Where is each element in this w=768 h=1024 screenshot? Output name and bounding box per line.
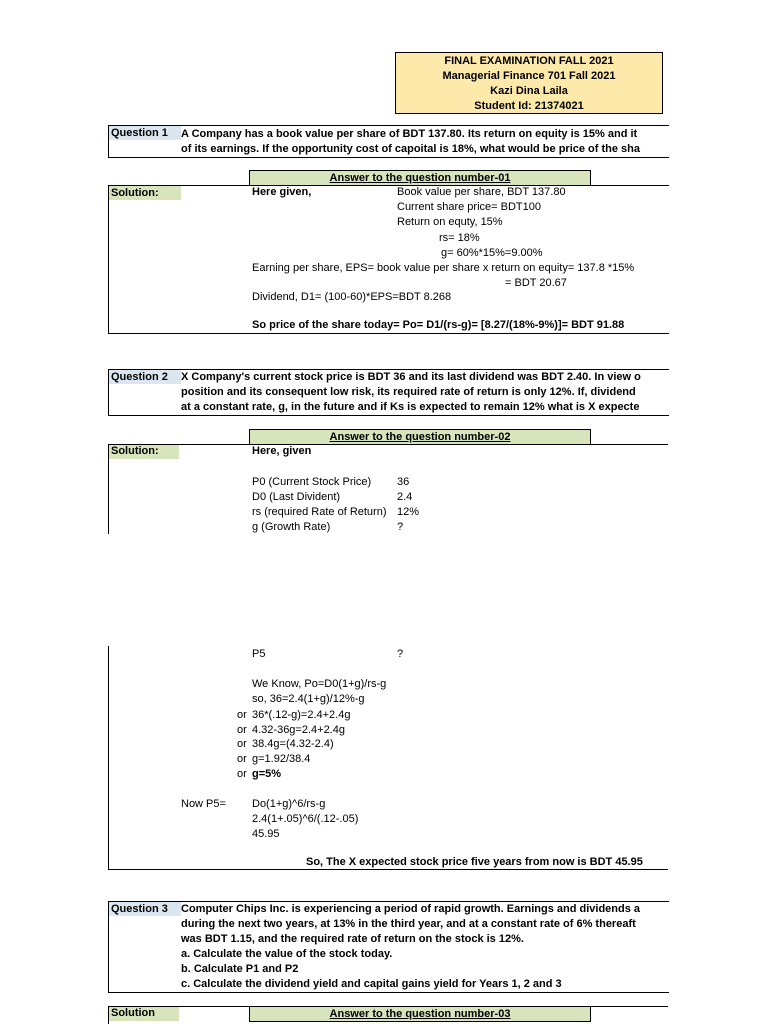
question-3-label: Question 3 (109, 902, 181, 916)
growth-result: g=5% (252, 768, 282, 780)
question-2-label: Question 2 (109, 370, 181, 384)
question-3-line: a. Calculate the value of the stock today. (181, 948, 393, 960)
given-rs: rs= 18% (439, 232, 480, 244)
work-line: 36*(.12-g)=2.4+2.4g (252, 709, 351, 721)
question-3-line: was BDT 1.15, and the required rate of return on the stock is 12%. (181, 933, 524, 945)
here-given-label: Here given, (252, 186, 312, 198)
question-2-line: at a constant rate, g, in the future and if Ks is expected to remain 12% what is X expecte (181, 401, 640, 413)
here-given-label-2: Here, given (252, 445, 312, 457)
question-1-label: Question 1 (109, 126, 181, 140)
course-title: Managerial Finance 701 Fall 2021 (442, 70, 616, 82)
work-line: 4.32-36g=2.4+2.4g (252, 724, 345, 736)
or-label: or (237, 709, 247, 721)
q2-result: So, The X expected stock price five years from now is BDT 45.95 (306, 856, 643, 868)
question-1-text (181, 127, 640, 157)
given-roe: Return on equty, 15% (397, 216, 503, 228)
solution-1-label: Solution: (109, 186, 181, 200)
work-line: so, 36=2.4(1+g)/12%-g (252, 693, 365, 705)
answer-2-header: Answer to the question number-02 (249, 429, 591, 445)
answer-3-header: Answer to the question number-03 (249, 1006, 591, 1022)
question-3-line: c. Calculate the dividend yield and capital gains yield for Years 1, 2 and 3 (181, 978, 562, 990)
question-1-box (108, 125, 669, 158)
or-label: or (237, 724, 247, 736)
solution-2-label: Solution: (111, 445, 159, 457)
question-2-line: position and its consequent low risk, its required rate of return is only 12%. If, dividend (181, 386, 636, 398)
solution-3-label: Solution (111, 1007, 155, 1019)
or-label: or (237, 753, 247, 765)
question-3-line: during the next two years, at 13% in the third year, and at a constant rate of 6% thereaft (181, 918, 636, 930)
dividend-formula: Dividend, D1= (100-60)*EPS=BDT 8.268 (252, 291, 452, 303)
question-2-box (108, 369, 669, 416)
given-g: g= 60%*15%=9.00% (441, 247, 543, 259)
exam-title: FINAL EXAMINATION FALL 2021 (444, 55, 614, 67)
question-3-line: Computer Chips Inc. is experiencing a period of rapid growth. Earnings and dividends a (181, 903, 641, 915)
solution-2-left-line-cont (108, 646, 109, 869)
given-d0-key: D0 (Last Divident) (252, 491, 341, 503)
p5-value: ? (397, 648, 404, 660)
question-3-box (108, 901, 669, 993)
p5-label: P5 (252, 648, 266, 660)
given-d0-value: 2.4 (397, 491, 413, 503)
question-3-text (181, 902, 640, 992)
or-label: or (237, 738, 247, 750)
answer-1-header: Answer to the question number-01 (249, 170, 591, 186)
given-p0-key: P0 (Current Stock Price) (252, 476, 372, 488)
solution-1-box (108, 185, 669, 334)
given-rs-key: rs (required Rate of Return) (252, 506, 387, 518)
given-g-value: ? (397, 521, 404, 533)
work-line: g=1.92/38.4 (252, 753, 311, 765)
exam-header (395, 52, 663, 114)
solution-2-bottom-line (108, 869, 668, 870)
eps-result: = BDT 20.67 (505, 277, 567, 289)
work-line: We Know, Po=D0(1+g)/rs-g (252, 678, 387, 690)
now-p5-label: Now P5= (181, 798, 226, 810)
p5-substitution: 2.4(1+.05)^6/(.12-.05) (252, 813, 359, 825)
student-id: Student Id: 21374021 (474, 100, 584, 112)
question-1-line: of its earnings. If the opportunity cost of capoital is 18%, what would be price of the sha (181, 143, 640, 155)
eps-formula: Earning per share, EPS= book value per share x return on equity= 137.8 *15% (252, 262, 635, 274)
p5-value-result: 45.95 (252, 828, 280, 840)
given-share-price: Current share price= BDT100 (397, 201, 541, 213)
work-line: 38.4g=(4.32-2.4) (252, 738, 334, 750)
q1-result: So price of the share today= Po= D1/(rs-g)= [8.27/(18%-9%)]= BDT 91.88 (252, 319, 625, 331)
question-2-text (181, 370, 641, 415)
p5-formula: Do(1+g)^6/rs-g (252, 798, 326, 810)
question-1-line: A Company has a book value per share of BDT 137.80. Its return on equity is 15% and it (181, 128, 638, 140)
student-name: Kazi Dina Laila (490, 85, 568, 97)
solution-2-top-line (108, 444, 668, 445)
question-2-line: X Company's current stock price is BDT 36 and its last dividend was BDT 2.40. In view o (181, 371, 641, 383)
given-g-key: g (Growth Rate) (252, 521, 331, 533)
given-book-value: Book value per share, BDT 137.80 (397, 186, 566, 198)
given-rs-value: 12% (397, 506, 420, 518)
given-p0-value: 36 (397, 476, 410, 488)
question-3-line: b. Calculate P1 and P2 (181, 963, 299, 975)
or-label: or (237, 768, 247, 780)
